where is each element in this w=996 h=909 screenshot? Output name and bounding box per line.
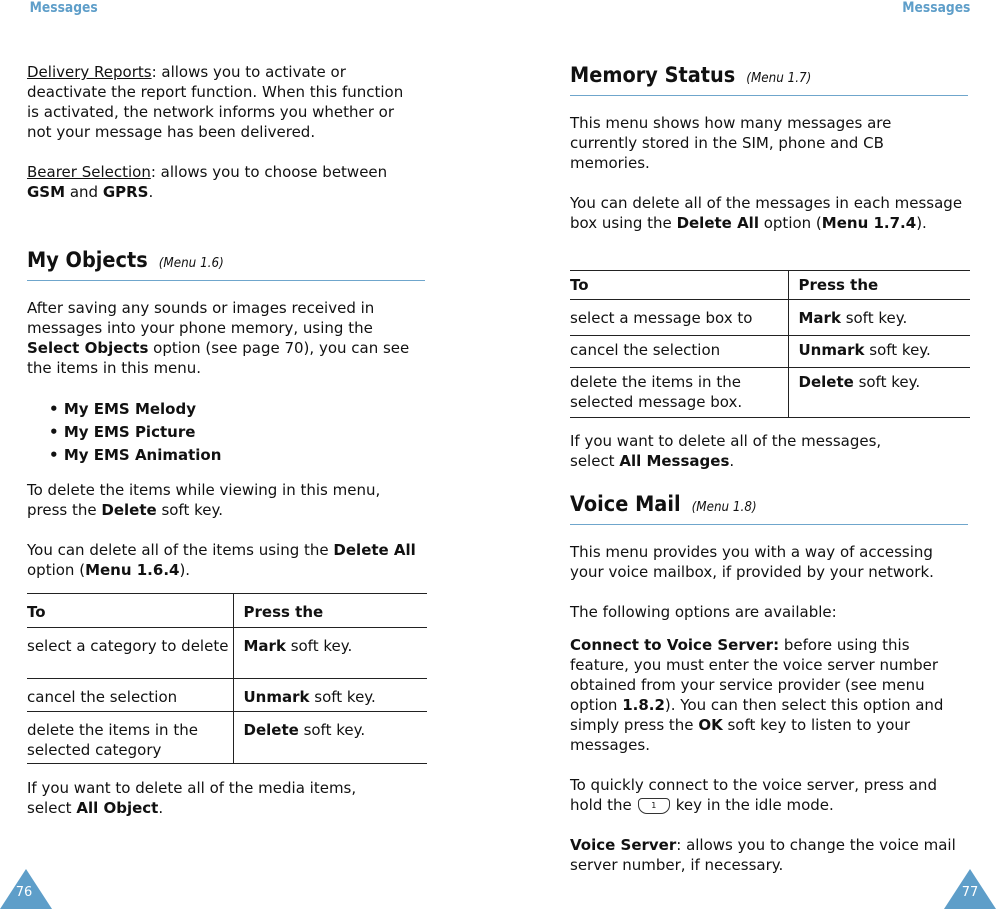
text: All Object xyxy=(76,799,159,817)
delete-media-note xyxy=(27,778,397,818)
column-header: To xyxy=(27,603,46,621)
list-item xyxy=(49,398,449,421)
header-left: Messages xyxy=(29,0,98,16)
text: and xyxy=(65,183,103,201)
text: option ( xyxy=(758,214,822,232)
text: Delete xyxy=(798,373,854,391)
text: delete the items in the selected message box. xyxy=(570,368,788,418)
text: To quickly connect to the voice server, press and hold the xyxy=(570,776,937,814)
column-header: Press the xyxy=(798,276,879,294)
menu-ref: (Menu 1.6) xyxy=(158,256,224,271)
ems-list xyxy=(49,398,449,467)
text: Memory Status xyxy=(570,63,736,87)
text: cancel the selection xyxy=(570,336,788,368)
column-header: To xyxy=(570,276,589,294)
page-number-left: 76 xyxy=(15,885,33,900)
text: You can delete all of the messages in each message box using the xyxy=(570,194,963,232)
text: If you want to delete all of the media items, select xyxy=(27,779,357,817)
key-1-icon: 1 xyxy=(638,798,670,814)
column-header: Press the xyxy=(243,603,324,621)
text: : allows you to change the voice mail server number, if necessary. xyxy=(570,836,956,874)
text: Delete xyxy=(101,501,157,519)
text: soft key. xyxy=(864,341,931,359)
text: soft key. xyxy=(840,309,908,327)
text: Delete All xyxy=(676,214,759,232)
text: soft key. xyxy=(298,721,366,739)
text: (Menu 1.7) xyxy=(746,71,812,86)
voice-mail-heading xyxy=(570,491,757,521)
text: All Messages xyxy=(619,452,730,470)
text: . xyxy=(148,183,154,201)
gprs: GPRS xyxy=(102,183,149,201)
term: Delivery Reports xyxy=(27,63,152,81)
text: . xyxy=(729,452,735,470)
text: soft key. xyxy=(309,688,376,706)
text: You can delete all of the items using the xyxy=(27,541,334,559)
text: Voice Server xyxy=(570,836,677,854)
header-right: Messages xyxy=(901,0,970,16)
text: Delete xyxy=(243,721,299,739)
list-item xyxy=(49,444,449,467)
text: OK xyxy=(698,716,723,734)
table-row xyxy=(570,336,970,368)
delete-all-instructions xyxy=(27,540,427,580)
gsm: GSM xyxy=(27,183,66,201)
text: ). xyxy=(179,561,191,579)
options-intro: The following options are available: xyxy=(570,603,837,621)
text: • My EMS Animation xyxy=(49,446,221,464)
title: My Objects xyxy=(27,248,148,272)
text: soft key. xyxy=(285,637,353,655)
text: • My EMS Picture xyxy=(49,423,195,441)
text: To delete the items while viewing in this menu, press the xyxy=(27,481,381,519)
text: delete the items in the selected category xyxy=(27,712,233,764)
memory-intro: This menu shows how many messages are currently stored in the SIM, phone and CB memories. xyxy=(570,114,892,172)
my-objects-intro xyxy=(27,298,412,378)
text: option (see page 70), you can see the items in this menu. xyxy=(27,339,410,377)
text: Mark xyxy=(243,637,286,655)
memory-status-heading xyxy=(570,62,811,92)
connect-voice-server xyxy=(570,635,970,755)
voice-intro: This menu provides you with a way of accessing your voice mailbox, if provided by your network. xyxy=(570,543,934,581)
text: Unmark xyxy=(243,688,310,706)
text: soft key. xyxy=(156,501,223,519)
text: option ( xyxy=(27,561,86,579)
text: . xyxy=(158,799,164,817)
text: cancel the selection xyxy=(27,679,233,712)
text: Mark xyxy=(798,309,841,327)
text: select a category to delete xyxy=(27,628,233,679)
text: : allows you to choose between xyxy=(150,163,388,181)
left-key-table xyxy=(27,593,427,764)
text: Delete All xyxy=(333,541,416,559)
text: ). You can then select this option and simply press the xyxy=(570,696,944,734)
text: soft key to listen to your messages. xyxy=(570,716,911,754)
table-row xyxy=(570,368,970,418)
text: 1.8.2 xyxy=(622,696,665,714)
text: After saving any sounds or images received in messages into your phone memory, using the xyxy=(27,299,375,337)
bearer-selection xyxy=(27,162,417,202)
text: If you want to delete all of the messages, select xyxy=(570,432,882,470)
table-row xyxy=(27,679,427,712)
page-number-right: 77 xyxy=(961,885,979,900)
term: Bearer Selection xyxy=(27,163,151,181)
table-row xyxy=(27,628,427,679)
text: Menu 1.7.4 xyxy=(821,214,917,232)
delete-instructions xyxy=(27,480,422,520)
text: • My EMS Melody xyxy=(49,400,196,418)
list-item xyxy=(49,421,449,444)
memory-delete-all xyxy=(570,193,970,233)
text: soft key. xyxy=(853,373,921,391)
table-row xyxy=(570,300,970,336)
delete-messages-note xyxy=(570,431,930,471)
text: key in the idle mode. xyxy=(675,796,834,814)
text: ). xyxy=(916,214,927,232)
text: (Menu 1.8) xyxy=(691,500,757,515)
quick-connect xyxy=(570,775,970,815)
text: Connect to Voice Server: xyxy=(570,636,780,654)
divider xyxy=(27,280,425,281)
voice-server-option xyxy=(570,835,960,875)
divider xyxy=(570,524,968,525)
table-row xyxy=(27,712,427,764)
text: before using this feature, you must enter the voice server number obtained from your service provider (see menu option xyxy=(570,636,939,714)
divider xyxy=(570,95,968,96)
right-key-table xyxy=(570,270,970,418)
text: Voice Mail xyxy=(570,492,681,516)
text: Select Objects xyxy=(27,339,149,357)
text: select a message box to xyxy=(570,300,788,336)
my-objects-heading xyxy=(27,247,224,277)
text: Menu 1.6.4 xyxy=(85,561,180,579)
delivery-reports xyxy=(27,62,417,142)
text: Unmark xyxy=(798,341,865,359)
text: : allows you to activate or deactivate the report function. When this function is activated, the network informs you whether or not your message has been delivered. xyxy=(27,63,404,141)
